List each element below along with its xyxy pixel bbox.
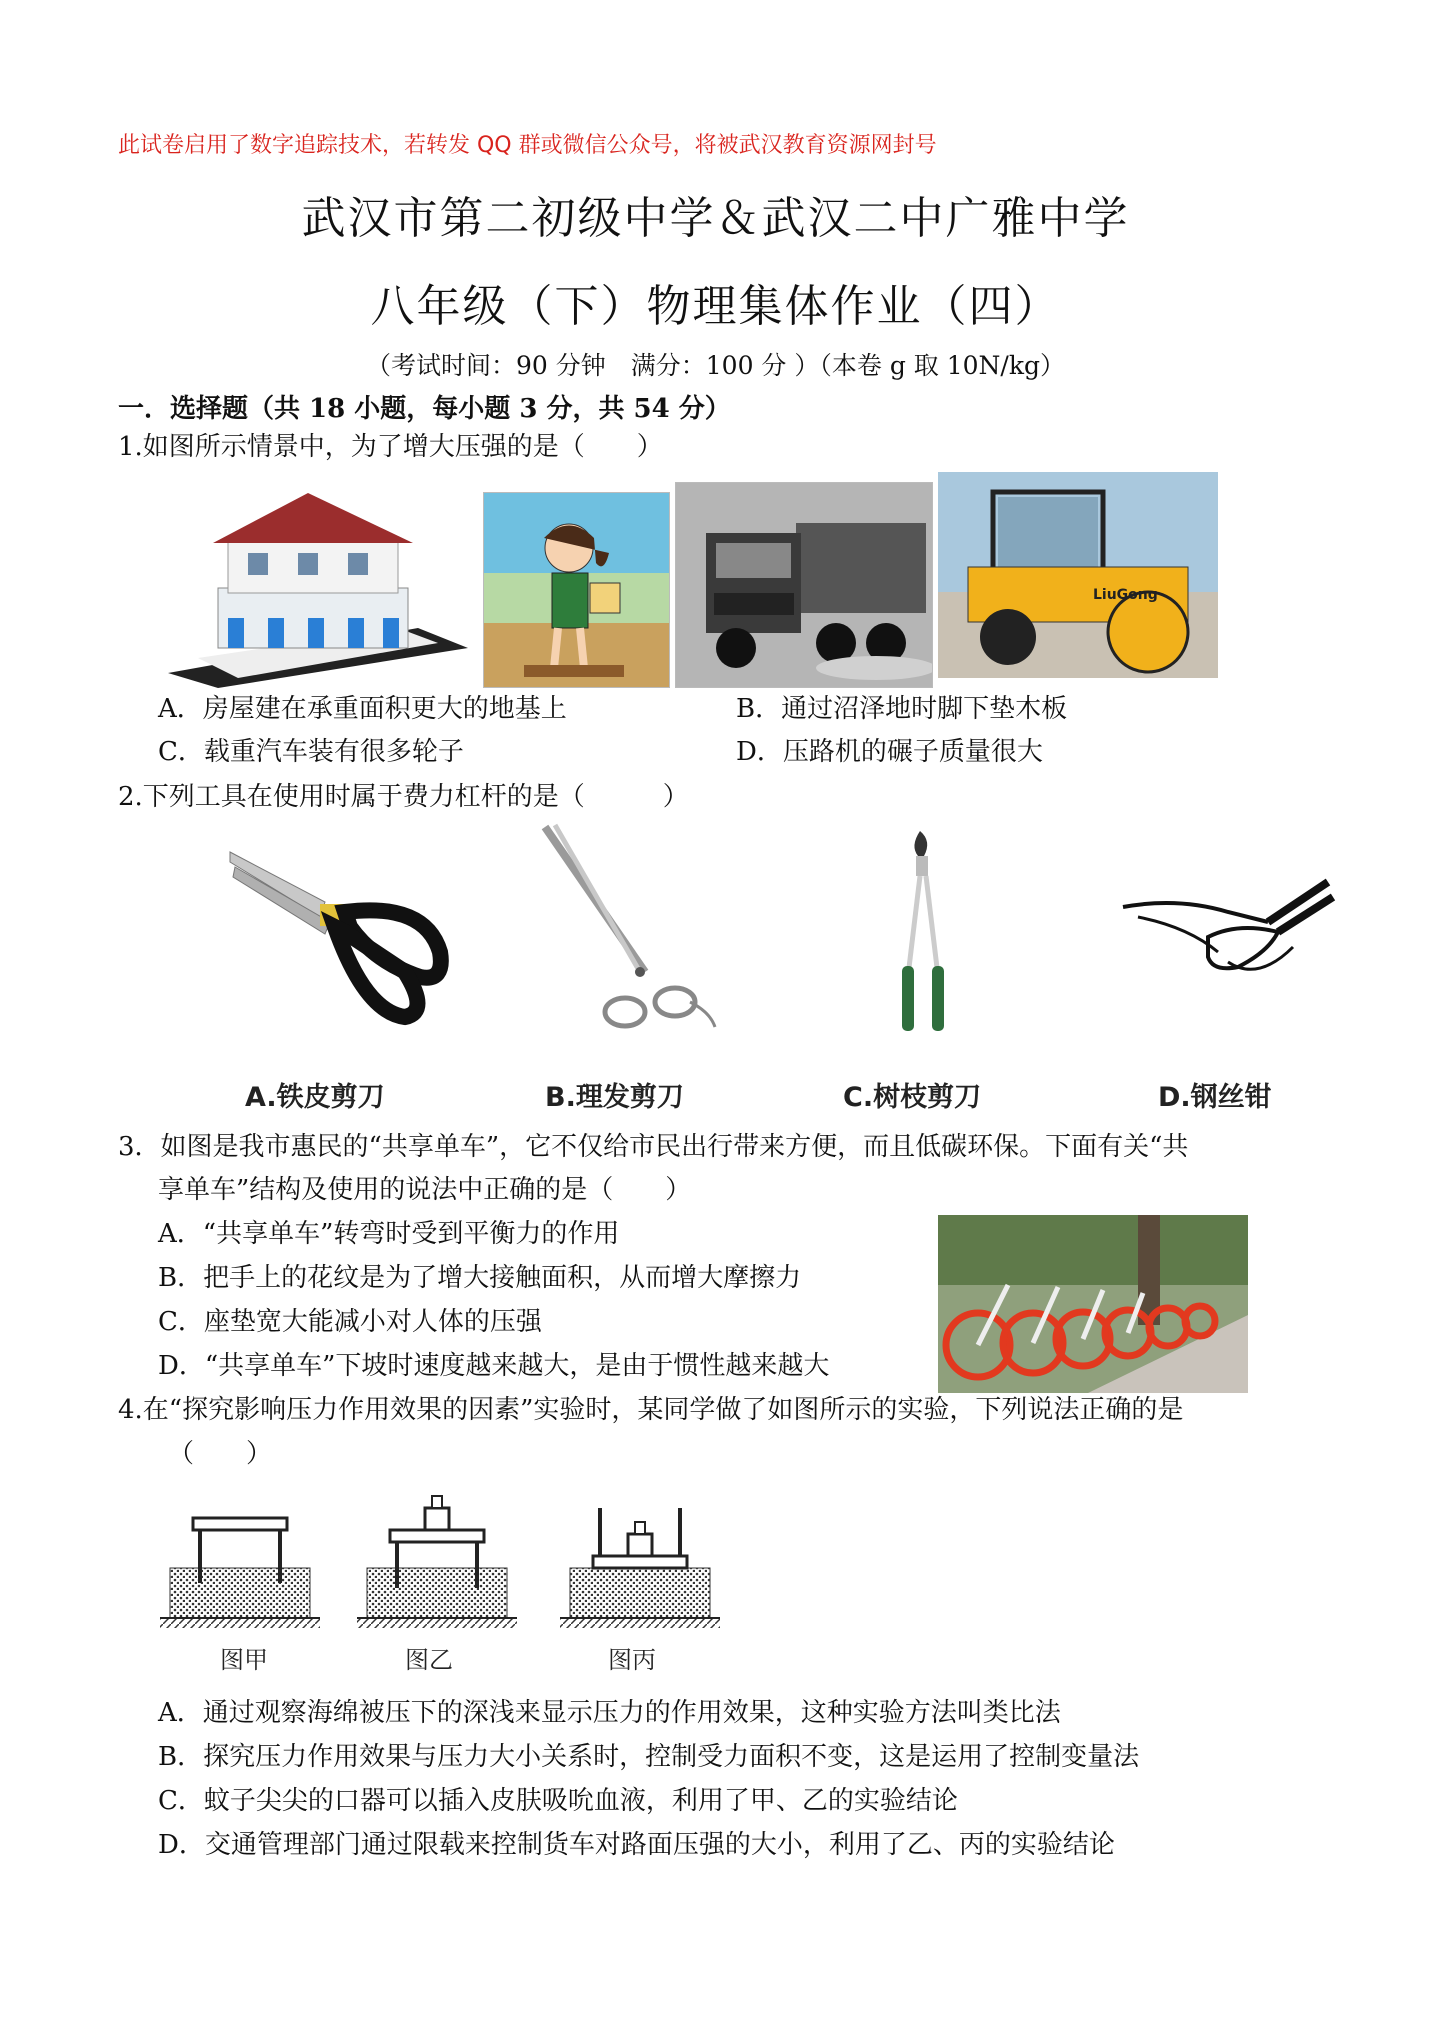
q2-wire-pliers-image [1118, 852, 1340, 1002]
q3-stem-line2: 享单车”结构及使用的说法中正确的是（ ） [158, 1175, 692, 1205]
q1-option-d: D．压路机的碾子质量很大 [736, 737, 1043, 767]
q1-girl-image [483, 492, 670, 688]
q2-hair-scissors-image [535, 822, 720, 1037]
q3-shared-bikes-image [938, 1215, 1248, 1393]
school-title: 武汉市第二初级中学＆武汉二中广雅中学 [301, 193, 1130, 244]
q4-stem-line2: （ ） [168, 1439, 273, 1469]
q2-label-a: A.铁皮剪刀 [245, 1082, 385, 1113]
q2-label-d: D.钢丝钳 [1158, 1082, 1272, 1113]
q4-stem-line1: 4.在“探究影响压力作用效果的因素”实验时，某同学做了如图所示的实验，下列说法正确的是 [118, 1395, 1184, 1425]
q4-option-a: A．通过观察海绵被压下的深浅来显示压力的作用效果，这种实验方法叫类比法 [158, 1698, 1061, 1728]
q1-option-b: B．通过沼泽地时脚下垫木板 [736, 694, 1068, 724]
q3-stem-line1: 3．如图是我市惠民的“共享单车”，它不仅给市民出行带来方便，而且低碳环保。下面有关“共 [118, 1132, 1189, 1162]
q4-option-b: B．探究压力作用效果与压力大小关系时，控制受力面积不变，这是运用了控制变量法 [158, 1742, 1140, 1772]
exam-info: （考试时间：90 分钟 满分：100 分 ）（本卷 g 取 10N/kg） [366, 351, 1065, 380]
q1-house-image [158, 478, 476, 690]
q3-option-d: D．“共享单车”下坡时速度越来越大，是由于惯性越来越大 [158, 1351, 830, 1381]
roller-brand-label: LiuGong [1093, 587, 1158, 603]
q1-option-c: C．载重汽车装有很多轮子 [158, 737, 464, 767]
q4-fig-label-2: 图乙 [405, 1646, 453, 1674]
q2-branch-shears-image [880, 826, 965, 1036]
q3-option-b: B．把手上的花纹是为了增大接触面积，从而增大摩擦力 [158, 1263, 802, 1293]
q1-stem: 1.如图所示情景中，为了增大压强的是（ ） [118, 432, 663, 462]
q3-option-c: C．座垫宽大能减小对人体的压强 [158, 1307, 542, 1337]
q2-tin-snips-image [225, 842, 455, 1032]
q1-road-roller-image [938, 472, 1218, 678]
q2-stem: 2.下列工具在使用时属于费力杠杆的是（ ） [118, 782, 689, 812]
q2-label-c: C.树枝剪刀 [843, 1082, 982, 1113]
section-heading: 一．选择题（共 18 小题，每小题 3 分，共 54 分） [118, 394, 731, 424]
assignment-title: 八年级（下）物理集体作业（四） [370, 281, 1061, 332]
tracking-notice: 此试卷启用了数字追踪技术，若转发 QQ 群或微信公众号，将被武汉教育资源网封号 [118, 133, 937, 158]
q1-option-a: A．房屋建在承重面积更大的地基上 [158, 694, 567, 724]
q2-label-b: B.理发剪刀 [545, 1082, 684, 1113]
q4-option-d: D．交通管理部门通过限载来控制货车对路面压强的大小，利用了乙、丙的实验结论 [158, 1830, 1115, 1860]
q4-option-c: C．蚊子尖尖的口器可以插入皮肤吸吮血液，利用了甲、乙的实验结论 [158, 1786, 958, 1816]
q3-option-a: A．“共享单车”转弯时受到平衡力的作用 [158, 1219, 620, 1249]
q4-fig-label-3: 图丙 [608, 1646, 656, 1674]
q1-truck-image [675, 482, 933, 688]
q4-fig-label-1: 图甲 [220, 1646, 268, 1674]
q4-experiment-figure [155, 1488, 735, 1638]
